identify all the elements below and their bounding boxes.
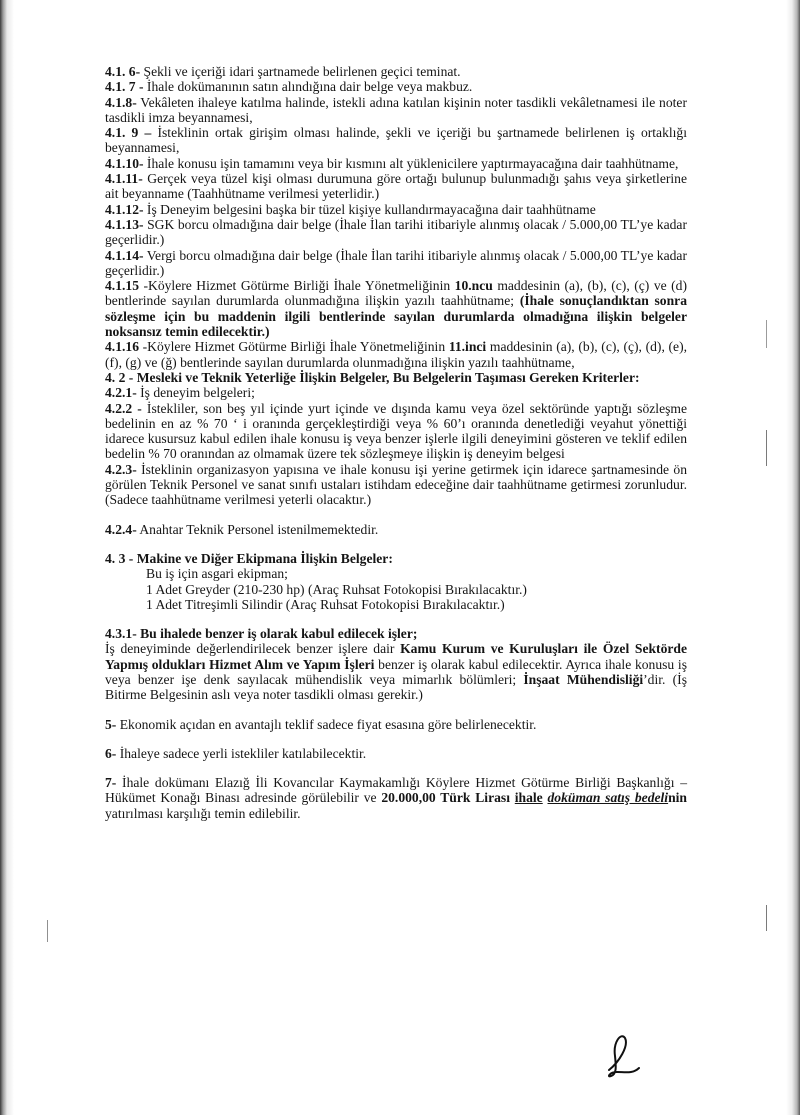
- spacer: [105, 732, 687, 746]
- spacer: [105, 537, 687, 551]
- document-body: [105, 64, 687, 821]
- clause-4-1-8: 4.1.8- Vekâleten ihaleye katılma halinde, istekli adına katılan kişinin noter tasdikli vekâletnamesi ile noter tasdikli imza beyannamesi,: [105, 94, 687, 125]
- clause-4-1-12: 4.1.12- İş Deneyim belgesini başka bir tüzel kişiye kullandırmayacağına dair taahhütname: [105, 201, 596, 217]
- clause-4-3-1-body: İş deneyiminde değerlendirilecek benzer işlere dair Kamu Kurum ve Kuruluşları ile Özel Sektörde Yapmış oldukları Hizmet Alım ve Yapım İşleri benzer iş olarak kabul edilecektir. Ayrıca ihale konusu iş veya benzer işe denk sayılacak mühendislik veya mimarlık bölümleri; İnşaat Mühendisliği’dir. (İş Bitirme Belgesinin aslı veya noter tasdikli olması gerekir.): [105, 641, 688, 703]
- clause-5: 5- Ekonomik açıdan en avantajlı teklif sadece fiyat esasına göre belirlenecektir.: [105, 716, 537, 732]
- equipment-item: 1 Adet Greyder (210-230 hp) (Araç Ruhsat Fotokopisi Bırakılacaktır.): [146, 581, 527, 597]
- section-heading-4-3-1: 4.3.1- Bu ihalede benzer iş olarak kabul edilecek işler;: [105, 626, 418, 642]
- scan-mark: [766, 905, 767, 931]
- clause-4-1-6: 4.1. 6- Şekli ve içeriği idari şartnamede belirlenen geçici teminat.: [105, 64, 461, 79]
- scan-mark: [766, 320, 767, 348]
- spacer: [105, 761, 687, 775]
- clause-4-2-2: 4.2.2 - İstekliler, son beş yıl içinde yurt içinde ve dışında kamu veya özel sektöründe yaptığı sözleşme bedelinin en az % 70 ‘ i oranında gerçekleştirdiği veya % 60’ı oranında denetlediği veyahut yönettiği idarece kusursuz kabul edilen ihale konusu iş veya benzer işlerle ilgili deneyimini gösteren ve teklif edilen bedelin % 70 oranından az olmamak üzere tek sözleşmeye ilişkin iş deneyim belgesi: [105, 400, 688, 462]
- clause-4-2-4: 4.2.4- Anahtar Teknik Personel istenilmemektedir.: [105, 521, 379, 537]
- spacer: [105, 612, 687, 626]
- clause-4-2-3: 4.2.3- İsteklinin organizasyon yapısına ve ihale konusu işi yerine getirmek için idarece şartnamesinde ön görülen Teknik Personel ve sanat sınıfı ustaları istihdam edeceğine dair taahhütname getirmesi zorunludur. (Sadece taahhütname verilmesi yeterli olacaktır.): [105, 461, 687, 508]
- scan-edge-right: [786, 0, 800, 1115]
- clause-4-1-14: 4.1.14- Vergi borcu olmadığına dair belge (İhale İlan tarihi itibariyle alınmış olacak / 5.000,00 TL’ye kadar geçerlidir.): [105, 247, 687, 278]
- clause-4-1-11: 4.1.11- Gerçek veya tüzel kişi olması durumuna göre ortağı bulunup bulunmadığı şahıs veya şirketlerine ait beyanname (Taahhütname verilmesi yeterlidir.): [105, 171, 687, 202]
- scan-mark: [766, 430, 767, 466]
- scan-mark: [47, 920, 48, 942]
- clause-4-1-10: 4.1.10- İhale konusu işin tamamını veya bir kısmını alt yüklenicilere yaptırmayacağına dair taahhütname,: [105, 155, 679, 171]
- clause-4-1-16: 4.1.16 -Köylere Hizmet Götürme Birliği İhale Yönetmeliğinin 11.inci maddesinin (a), (b), (c), (ç), (d), (e), (f), (g) ve (ğ) bentlerinde sayılan durumlarda olunmadığına ilişkin yazılı taahhütname,: [105, 339, 688, 370]
- clause-4-2-1: 4.2.1- İş deneyim belgeleri;: [105, 385, 255, 401]
- clause-7: 7- İhale dokümanı Elazığ İli Kovancılar Kaymakamlığı Köylere Hizmet Götürme Birliği Başkanlığı – Hükümet Konağı Binası adresinde görülebilir ve 20.000,00 Türk Lirası ihale doküman satış bedelinin yatırılması karşılığı temin edilebilir.: [105, 775, 687, 821]
- equipment-intro: Bu iş için asgari ekipman;: [146, 566, 288, 582]
- scan-edge-left: [0, 0, 14, 1115]
- section-heading-4-2: 4. 2 - Mesleki ve Teknik Yeterliğe İlişkin Belgeler, Bu Belgelerin Taşıması Gereken Kriterler:: [105, 369, 640, 385]
- clause-4-1-9: 4.1. 9 – İsteklinin ortak girişim olması halinde, şekli ve içeriği bu şartnamede belirlenen iş ortaklığı beyannamesi,: [105, 125, 688, 156]
- spacer: [105, 703, 687, 717]
- spacer: [105, 508, 687, 522]
- section-heading-4-3: 4. 3 - Makine ve Diğer Ekipmana İlişkin Belgeler:: [105, 550, 393, 566]
- clause-4-1-15: 4.1.15 -Köylere Hizmet Götürme Birliği İhale Yönetmeliğinin 10.ncu maddesinin (a), (b), (c), (ç) ve (d) bentlerinde sayılan durumlarda olunmadığına ilişkin yazılı taahhütname; (İhale sonuçlandıktan sonra sözleşme için bu maddenin ilgili bentlerinde sayılan durumlarda olmadığına ilişkin belgeler noksansız temin edilecektir.): [105, 278, 688, 340]
- equipment-item: 1 Adet Titreşimli Silindir (Araç Ruhsat Fotokopisi Bırakılacaktır.): [146, 596, 505, 612]
- clause-4-1-7: 4.1. 7 - İhale dokümanının satın alındığına dair belge veya makbuz.: [105, 79, 473, 95]
- handwritten-initial-signature: [603, 1032, 643, 1080]
- clause-4-1-13: 4.1.13- SGK borcu olmadığına dair belge (İhale İlan tarihi itibariyle alınmış olacak / 5.000,00 TL’ye kadar geçerlidir.): [105, 216, 687, 248]
- clause-6: 6- İhaleye sadece yerli istekliler katılabilecektir.: [105, 745, 367, 761]
